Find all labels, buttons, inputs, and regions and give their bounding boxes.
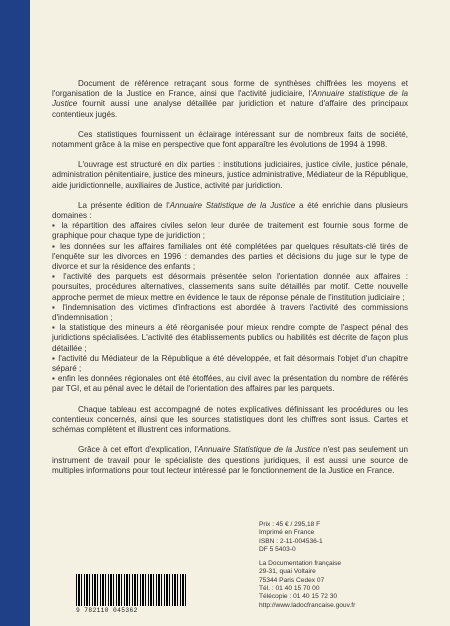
barcode-number: 9 782110 045362 [76,607,138,614]
bullet-icon: ▪ [52,374,56,384]
publisher-fax: Télécopie : 01 40 15 72 30 [259,593,338,601]
list-item: ▪ la statistique des mineurs a été réorganisée pour mieux rendre compte de l'aspect pénal des juridictions spécialisées. L'activité des établissements publics ou habilités est décrite de façon plus détaillée ; [52,323,408,353]
list-item: ▪ les données sur les affaires familiales ont été complétées par quelques résultats-clé tirés de l'enquête sur les divorces en 1996 : demandes des parties et décisions du juge sur le type de divorce et sur la résidence des enfants ; [52,241,409,272]
publisher-tel: Tél. : 01 40 15 70 00 [259,585,320,593]
list-item: ▪ enfin les données régionales ont été étoffées, au civil avec la présentation du nombre de référés par TGI, et au pénal avec le détail de l'orientation des affaires par les parquets. [52,374,408,394]
publisher-name: La Documentation française [259,560,342,568]
publisher-url: http://www.ladocfrancaise.gouv.fr [259,601,356,609]
paragraph-6: Grâce à cet effort d'explication, l'Annuaire Statistique de la Justice n'est pas seulement un instrument de travail pour le spécialiste des questions juridiques, il est aussi une source de multiples informations pour tout lecteur intéressé par le fonctionnement de la Justice en France. [52,445,409,475]
bullet-icon: ▪ [52,221,58,231]
printed-in: Imprimé en France [259,529,315,537]
isbn: ISBN : 2-11-004536-1 [259,537,323,545]
barcode-bars [76,574,186,606]
df-number: DF 5 5403-0 [259,545,296,553]
bullet-icon: ▪ [52,302,58,312]
bullet-icon: ▪ [52,241,57,251]
paragraph-4: La présente édition de l'Annuaire Statistique de la Justice a été enrichie dans plusieurs domaines : [52,200,408,221]
list-item: ▪ la répartition des affaires civiles selon leur durée de traitement est fournie sous forme de graphique pour chaque type de juridiction ; [52,221,408,241]
list-item: ▪ l'indemnisation des victimes d'infractions est abordée à travers l'activité des commissions d'indemnisation ; [52,302,409,323]
barcode [76,574,186,614]
list-item: ▪ l'activité des parquets est désormais présentée selon l'orientation donnée aux affaires : poursuites, procédures alternatives, classements sans suite détaillés par motif. Cette nouvelle approche permet de mieux mettre en évidence le taux de réponse pénale de l'institution judiciaire ; [52,272,409,302]
publisher-info [259,521,355,610]
publisher-street: 29-31, quai Voltaire [259,568,316,576]
paragraph-3: L'ouvrage est structuré en dix parties : institutions judiciaires, justice civile, justice pénale, administration pénitentiaire, justice des mineurs, justice administrative, Médiateur de la République, aide juridictionnelle, auxiliaires de Justice, activité par juridiction. [52,160,408,190]
list-item: ▪ l'activité du Médiateur de la République a été développée, et fait désormais l'objet d'un chapitre séparé ; [52,353,409,374]
bullet-icon: ▪ [52,353,56,363]
bullet-icon: ▪ [52,272,58,282]
price: Prix : 45 € / 295,18 F [259,521,321,528]
publisher-city: 75344 Paris Cedex 07 [259,576,325,584]
paragraph-1: Document de référence retraçant sous forme de synthèses chiffrées les moyens et l'organisation de la Justice en France, ainsi que l'activité judiciaire, l'Annuaire statistique de la Justice fournit aussi une analyse détaillée par juridiction et nature d'affaire des principaux contentieux jugés. [52,79,409,119]
paragraph-5: Chaque tableau est accompagné de notes explicatives définissant les procédures ou les contentieux concernés, ainsi que les sources statistiques dont les chiffres sont issus. Cartes et schémas complètent et illustrent ces informations. [52,404,408,435]
description-text [52,0,408,476]
paragraph-2: Ces statistiques fournissent un éclairage intéressant sur de nombreux faits de société, notamment grâce à la mise en perspective que font apparaître les évolutions de 1994 à 1998. [52,129,408,150]
bullet-icon: ▪ [52,323,57,333]
